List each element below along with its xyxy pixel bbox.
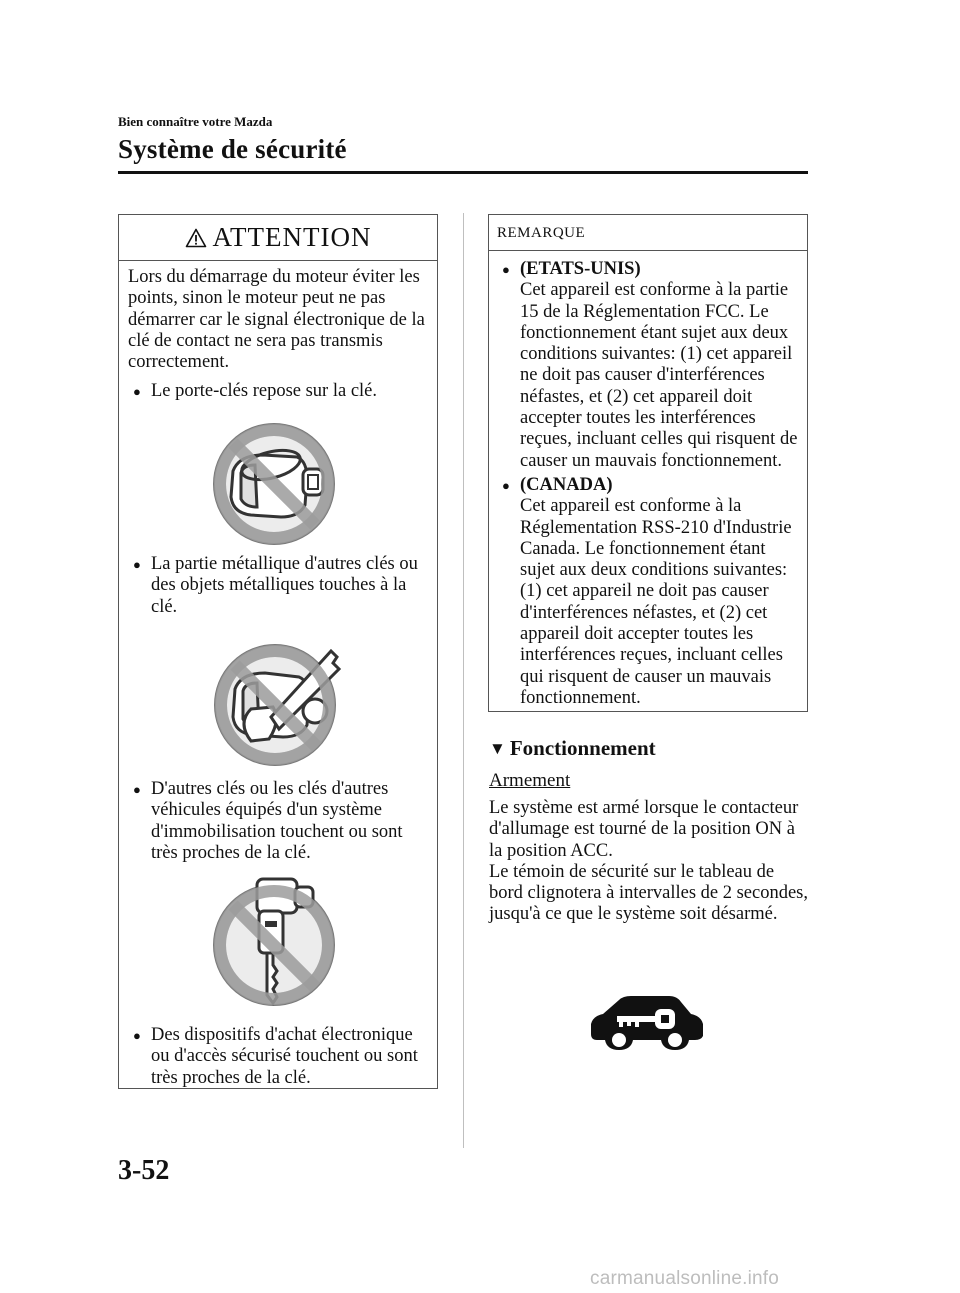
section-heading xyxy=(489,736,656,761)
column-divider xyxy=(463,213,464,1148)
bullet-dot-icon: ● xyxy=(133,782,141,797)
remarque-header xyxy=(489,215,807,251)
attention-bullet xyxy=(133,1025,429,1089)
bullet-text: D'autres clés ou les clés d'autres véhicules équipés d'un système d'immobilisation touchent ou sont très proches de la clé. xyxy=(151,779,403,863)
prohibited-multiple-keys-icon xyxy=(211,877,337,1007)
remarque-item xyxy=(502,259,802,472)
remarque-item-label: (ETATS-UNIS) xyxy=(520,259,641,279)
remarque-item xyxy=(502,475,802,709)
bullet-text: La partie métallique d'autres clés ou des objets métalliques touches à la clé. xyxy=(151,554,418,617)
subsection-heading: Armement xyxy=(489,770,571,791)
remarque-title: REMARQUE xyxy=(497,225,586,241)
prohibited-keyring-icon xyxy=(211,421,337,547)
remarque-item-text: Cet appareil est conforme à la Réglementation RSS-210 d'Industrie Canada. Le fonctionnement étant sujet aux deux conditions suivantes: (1) cet appareil ne doit pas causer d'interférences néfastes, et (2) cet appareil doit accepter toutes les interférences reçues, incluant celles qui risquent de causer un mauvais fonctionnement. xyxy=(520,496,792,708)
remarque-item-label: (CANADA) xyxy=(520,475,613,495)
page-title: Système de sécurité xyxy=(118,134,347,164)
attention-box xyxy=(118,214,438,1089)
remarque-item-text: Cet appareil est conforme à la partie 15 de la Réglementation FCC. Le fonctionnement étant sujet aux deux conditions suivantes: (1) cet appareil ne doit pas causer d'interférences néfastes, et (2) cet appareil doit accepter toutes les interférences reçues, incluant celles qui risquent de causer un mauvais fonctionnement. xyxy=(520,280,798,471)
bullet-dot-icon: ● xyxy=(133,384,141,399)
security-indicator-car-key-icon xyxy=(589,994,705,1052)
attention-bullet xyxy=(133,381,429,402)
section-heading-text: Fonctionnement xyxy=(509,736,656,760)
warning-triangle-icon xyxy=(185,228,207,248)
page-number: 3-52 xyxy=(118,1155,170,1186)
bullet-dot-icon: ● xyxy=(502,478,510,493)
bullet-text: Des dispositifs d'achat électronique ou d'accès sécurisé touchent ou sont très proches de la clé. xyxy=(151,1025,418,1088)
watermark: carmanualsonline.info xyxy=(590,1268,780,1289)
triangle-down-icon: ▼ xyxy=(489,738,506,758)
remarque-box xyxy=(488,214,808,712)
bullet-dot-icon: ● xyxy=(502,262,510,277)
bullet-dot-icon: ● xyxy=(133,557,141,572)
armement-text: Le système est armé lorsque le contacteur d'allumage est tourné de la position ON à la position ACC. Le témoin de sécurité sur le tableau de bord clignotera à intervalles de 2 secondes, jusqu'à ce que le système soit désarmé. xyxy=(489,798,809,925)
section-label: Bien connaître votre Mazda xyxy=(118,114,273,129)
attention-bullet xyxy=(133,554,429,618)
bullet-dot-icon: ● xyxy=(133,1028,141,1043)
attention-title: ATTENTION xyxy=(212,222,372,252)
title-rule xyxy=(118,171,808,174)
prohibited-metal-key-icon xyxy=(211,633,351,767)
attention-header xyxy=(119,215,437,261)
bullet-text: Le porte-clés repose sur la clé. xyxy=(151,381,378,401)
attention-bullet xyxy=(133,779,429,864)
attention-intro: Lors du démarrage du moteur éviter les points, sinon le moteur peut ne pas démarrer car le signal électronique de la clé de contact ne sera pas transmis correctement. xyxy=(128,267,425,373)
